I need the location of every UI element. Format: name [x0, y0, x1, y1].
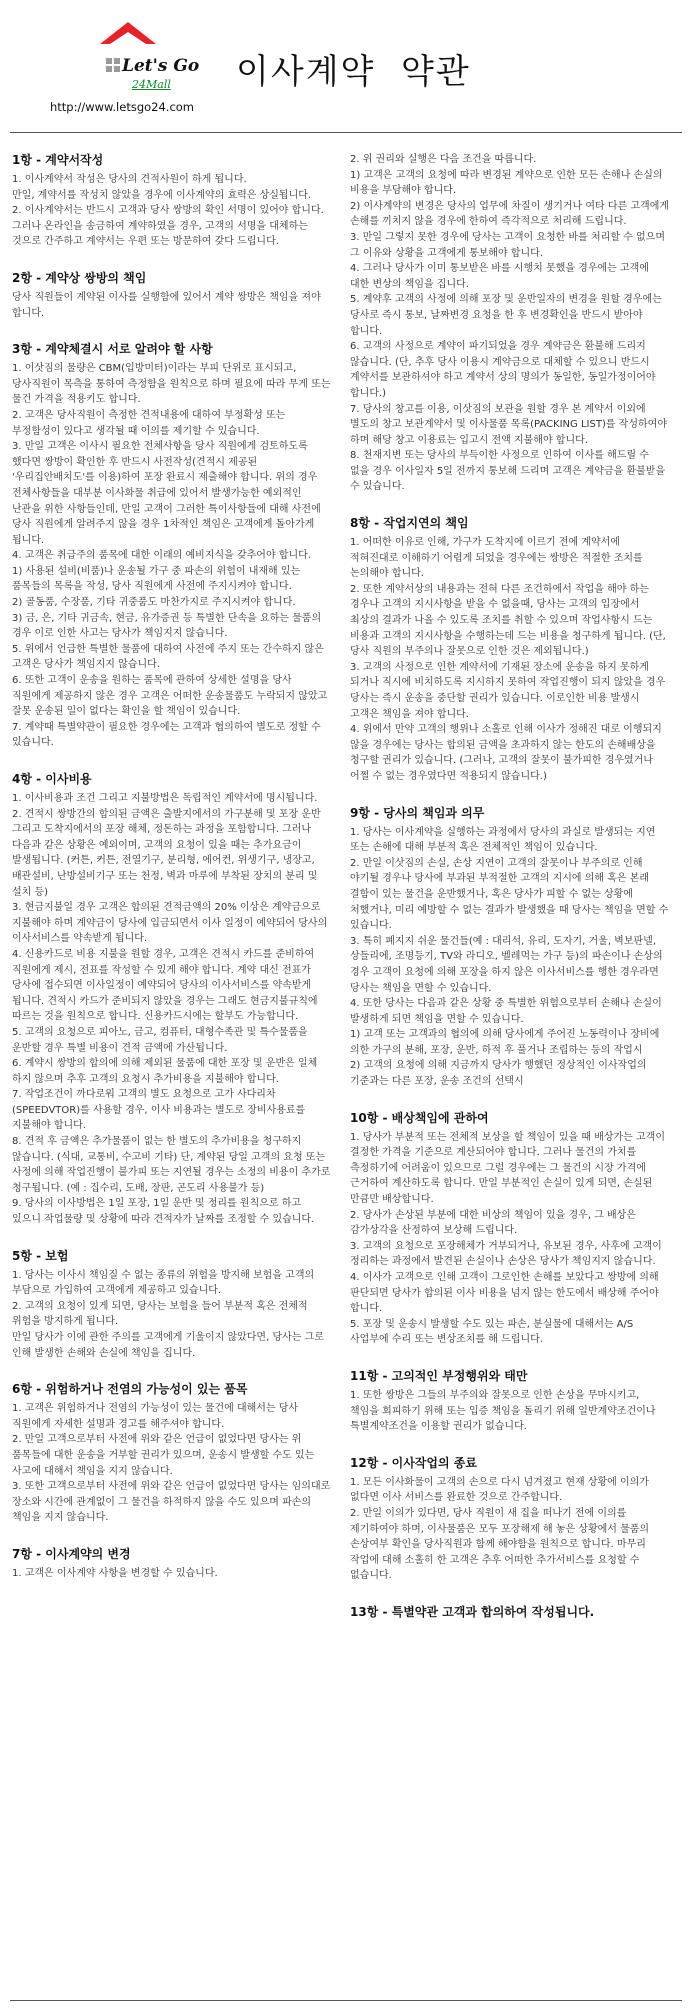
terms-section — [350, 515, 670, 785]
section-heading: 9항 - 당사의 책임과 의무 — [350, 805, 485, 820]
section-paragraph: 2) 골동품, 수장품, 기타 귀중품도 마찬가지로 주지시켜야 합니다. — [12, 597, 296, 609]
section-heading: 10항 - 배상책임에 관하여 — [350, 1110, 489, 1125]
terms-section — [12, 1381, 332, 1526]
section-paragraph: 4. 또한 당사는 다음과 같은 상황 중 특별한 위험으로부터 손해나 손실이 발생하게 되면 책임을 면할 수 있습니다. — [350, 998, 662, 1025]
section-paragraph: 1. 이사계약서 작성은 당사의 견적사원이 하게 됩니다. — [12, 174, 247, 185]
section-paragraph: 1) 고객 또는 고객과의 협의에 의해 당사에게 주어진 노동력이나 장비에 의한 가구의 분해, 포장, 운반, 하적 후 풀거나 조립하는 등의 작업시 — [350, 1029, 660, 1056]
section-paragraph: 1. 당사는 이사시 책임질 수 없는 종류의 위험을 방지해 보험을 고객의 부담으로 가입하여 고객에게 제공하고 있습니다. — [12, 1269, 315, 1297]
page-header — [0, 0, 692, 130]
window-icon — [106, 58, 120, 72]
page-title: 이사계약 약관 — [236, 52, 471, 92]
section-paragraph: 6. 계약시 쌍방의 합의에 의해 제외된 물품에 대한 포장 및 운반은 일체 하지 않으며 추후 고객의 요청시 추가비용을 지불해야 합니다. — [12, 1058, 318, 1085]
section-paragraph: 7. 작업조건이 까다로워 고객의 별도 요청으로 고가 사다리차(SPEEDVTOR)를 사용할 경우, 이사 비용과는 별도로 장비사용료를 지불해야 합니다. — [12, 1089, 306, 1132]
section-paragraph: 2. 또한 계약서상의 내용과는 전혀 다른 조건하에서 작업을 해야 하는 경우나 고객의 지시사항을 받을 수 없을때, 당사는 고객의 입장에서 최상의 결과가 나올 수 있도록 조치를 취할 수 있으며 작업사항시 드는 비용과 고객의 지시사항을 수행하는데 드는 비용을 청구하게 됩니다. (단, 당사 직원의 부주의나 잘못으로 인한 것은 제외됩니다.) — [350, 583, 666, 658]
section-heading: 12항 - 이사작업의 종료 — [350, 1455, 477, 1470]
section-heading: 13항 - 특별약관 고객과 합의하여 작성됩니다. — [350, 1604, 595, 1619]
terms-section — [350, 1604, 670, 1621]
section-paragraph: 2) 고객의 요청에 의해 지금까지 당사가 행했던 정상적인 이사작업의 기준과는 다른 포장, 운송 조건의 선택시 — [350, 1060, 647, 1088]
section-paragraph: 5. 계약후 고객의 사정에 의해 포장 및 운반일자의 변경을 원할 경우에는 당사로 즉시 통보, 날짜변경 요청을 한 후 변경확인을 반드시 받아야 합니다. — [350, 294, 662, 337]
section-paragraph: 1. 고객은 이사계약 사항을 변경할 수 있습니다. — [12, 1567, 218, 1579]
section-paragraph: 1. 이사비용과 조건 그리고 지불방법은 독립적인 계약서에 명시됩니다. — [12, 793, 318, 804]
section-heading: 5항 - 보험 — [12, 1248, 69, 1263]
section-heading: 7항 - 이사계약의 변경 — [12, 1546, 131, 1561]
section-paragraph: 만일 당사가 이에 관한 주의를 고객에게 기울이지 않았다면, 당사는 그로 인해 발생한 손해와 손실에 책임을 집니다. — [12, 1332, 324, 1359]
logo-brand: Let's Go — [122, 56, 200, 76]
terms-section — [350, 805, 670, 1090]
terms-section — [350, 1455, 670, 1584]
section-paragraph: 3. 현금지불일 경우 고객은 합의된 견적금액의 20% 이상은 계약금으로 지불해야 하며 계약금이 당사에 입금되면서 이사 일정이 예약되어 당사의 이사서비스를 약속받게 됩니다. — [12, 902, 328, 945]
section-paragraph: 5. 고객의 요청으로 피아노, 금고, 컴퓨터, 대형수족관 및 특수물품을 운반할 경우 특별 비용이 견적 금액에 가산됩니다. — [12, 1026, 308, 1054]
section-paragraph: 그러나 온라인을 송금하여 계약하였을 경우, 고객의 서명을 대체하는 것으로 간주하고 계약서는 우편 또는 방문하여 갖다 드립니다. — [12, 220, 308, 248]
section-paragraph: 2. 만일 고객으로부터 사전에 위와 같은 언급이 없었다면 당사는 위 품목들에 대한 운송을 거부할 권리가 있으며, 운송시 발생할 수도 있는 사고에 대해서 책임을 지지 않습니다. — [12, 1434, 315, 1477]
section-paragraph: 4. 고객은 취급주의 품목에 대한 이래의 예비지식을 갖추어야 합니다. — [12, 550, 311, 562]
section-paragraph: 1. 이삿짐의 물량은 CBM(입방미터)이라는 부피 단위로 표시되고, 당사직원이 목측을 통하여 측정함을 원칙으로 하며 필요에 따라 무게 또는 물건 가격을 적용키도 합니다. — [12, 363, 331, 406]
section-paragraph: 2) 이사계약의 변경은 당사의 업무에 차질이 생기거나 여타 다른 고객에게 손해를 끼치지 않을 경우에 한하여 즉각적으로 처리해 드립니다. — [350, 200, 670, 228]
section-paragraph: 3. 고객의 사정으로 인한 계약서에 기재된 장소에 운송을 하지 못하게 되거나 직시에 비치하도록 지시하지 못하여 작업진행이 되지 않았을 경우 당사는 즉시 운송을 중단할 권리가 있습니다. 이로인한 비용 발생시 고객은 책임을 져야 합니다. — [350, 661, 666, 720]
section-paragraph: 3. 만일 그렇지 못한 경우에 당사는 고객이 요청한 바를 처리할 수 없으며 그 이유와 상황을 고객에게 통보해야 합니다. — [350, 231, 665, 259]
section-paragraph: 4. 그러나 당사가 이미 통보받은 바를 시행치 못했을 경우에는 고객에 대한 변상의 책임을 집니다. — [350, 263, 649, 290]
terms-section — [12, 1546, 332, 1582]
terms-section — [350, 1368, 670, 1435]
section-paragraph: 1. 당사는 이사계약을 실행하는 과정에서 당사의 과실로 발생되는 지연 또는 손해에 대해 부분적 혹은 전체적인 책임이 있습니다. — [350, 826, 656, 854]
section-paragraph: 7. 당사의 창고를 이용, 이삿짐의 보관을 원할 경우 본 계약서 이외에 별도의 창고 보관계약서 및 이사물품 목록(PACKING LIST)를 작성하여야 하며 해당 창고 이용료는 입고시 전액 지불해야 합니다. — [350, 403, 667, 446]
section-heading: 4항 - 이사비용 — [12, 772, 92, 786]
section-paragraph: 4. 이사가 고객으로 인해 고객이 그로인한 손해를 보았다고 쌍방에 의해 판단되면 당사가 합의된 이사 비용을 넘지 않는 한도에서 배상해 주어야 합니다. — [350, 1272, 659, 1315]
section-paragraph: 3. 만일 고객은 이사시 필요한 전체사항을 당사 직원에게 검토하도록 했다면 쌍방이 확인한 후 반드시 사전작성(견적시 제공된 '우리집안배치도'를 이용)하여 포장 완료시 제출해야 합니다. 위의 경우 전체사항들을 대부분 이사화물 취급에 있어서 발생가능한 예외적인 난관을 위한 사항들인데, 만일 고객이 그러한 특이사항들에 대해 사전에 당사 직원에게 알려주지 않을 경우 1차적인 책임은 고객에게 돌아가게 됩니다. — [12, 441, 321, 546]
section-paragraph: 9. 당사의 이사방법은 1일 포장, 1일 운반 및 정리를 원칙으로 하고 있으니 작업물량 및 상황에 따라 견적자가 날짜를 조정할 수 있습니다. — [12, 1198, 315, 1226]
section-paragraph: 2. 만일 이의가 있다면, 당사 직원이 새 집을 떠나기 전에 이의를 제기하여야 하며, 이사물품은 모두 포장해제 해 놓은 상황에서 물품의 손상여부 확인을 당사직원과 함께 해야함을 원칙으로 합니다. 마무리 작업에 대해 소홀히 한 고객은 추후 어떠한 추가서비스를 요청할 수 없습니다. — [350, 1507, 650, 1582]
section-heading: 6항 - 위험하거나 전염의 가능성이 있는 품목 — [12, 1382, 248, 1397]
terms-column-right — [350, 152, 670, 1641]
section-paragraph: 5. 위에서 언급한 특별한 물품에 대하여 사전에 주지 또는 간수하지 않은 고객은 당사가 책임지지 않습니다. — [12, 643, 324, 671]
section-heading: 2항 - 계약상 쌍방의 책임 — [12, 270, 147, 285]
top-divider — [10, 132, 682, 133]
section-paragraph: 4. 위에서 만약 고객의 행위나 소홀로 인해 이사가 정해진 대로 이행되지 않을 경우에는 당사는 합의된 금액을 초과하지 않는 한도의 손해배상을 청구할 권리가 있습니다. (그러나, 고객의 잘못이 불가피한 경우였거나 어쩔 수 없는 경우였다면 적용되지 않습니다.) — [350, 724, 662, 782]
section-paragraph: 3. 특히 폐지지 쉬운 물건들(예 : 대리석, 유리, 도자기, 거울, 벽보판넬, 상들리에, 조명등기, TV와 라디오, 벨레먹는 가구 등)의 파손이나 손상의 경우 고객이 요청에 의해 포장을 하지 않은 이사서비스를 행한 경우라면 당사는 책임을 면할 수 있습니다. — [350, 935, 663, 994]
section-paragraph: 5. 포장 및 운송시 발생할 수도 있는 파손, 분실물에 대해서는 A/S 사업부에 수리 또는 변상조치를 해 드립니다. — [350, 1318, 634, 1346]
logo-sub: 24Mall — [132, 78, 171, 91]
section-paragraph: 1) 사용된 설비(비품)나 운송될 가구 중 파손의 위험이 내재해 있는 품목들의 목록을 작성, 당사 직원에게 사전에 주지시켜야 합니다. — [12, 565, 301, 593]
section-paragraph: 6. 또한 고객이 운송을 원하는 품목에 관하여 상세한 설명을 당사 직원에게 제공하지 않은 경우 고객은 어떠한 운송물품도 누락되지 않았고 잘못 운송된 일이 없다는 확인을 할 책임이 있습니다. — [12, 675, 328, 718]
section-paragraph: 2. 위 권리와 실행은 다음 조건을 따릅니다. — [350, 154, 537, 165]
section-paragraph: 2. 고객의 요청이 있게 되면, 당사는 보험을 들어 부분적 혹은 전체적 위험을 방지하게 됩니다. — [12, 1300, 308, 1328]
section-paragraph: 1. 고객은 위험하거나 전염의 가능성이 있는 물건에 대해서는 당사 직원에게 자세한 설명과 경고를 해주셔야 합니다. — [12, 1403, 299, 1430]
terms-column-left — [12, 152, 332, 1602]
section-paragraph: 3) 금, 은, 기타 귀금속, 현금, 유가증권 등 특별한 단속을 요하는 물품의 경우 이로 인한 사고는 당사가 책임지지 않습니다. — [12, 612, 322, 640]
section-paragraph: 2. 고객은 당사직원이 측정한 견적내용에 대하여 부정확성 또는 부정함성이 있다고 생각될 때 이의를 제기할 수 있습니다. — [12, 409, 286, 437]
section-paragraph: 3. 또한 고객으로부터 사전에 위와 같은 언급이 없었다면 당사는 임의대로 장소와 시간에 관계없이 그 물건을 하적하지 않을 수도 있으며 파손의 책임을 지지 않습니다. — [12, 1481, 331, 1524]
section-paragraph: 당사 직원들이 계약된 이사를 실행함에 있어서 계약 쌍방은 책임을 져야 합니다. — [12, 291, 321, 319]
section-heading: 11항 - 고의적인 부정행위와 태만 — [350, 1368, 528, 1383]
section-heading: 1항 - 계약서작성 — [12, 153, 104, 167]
section-paragraph: 2. 이사계약서는 반드시 고객과 당사 쌍방의 확인 서명이 있어야 합니다. — [12, 205, 324, 217]
terms-section — [12, 341, 332, 751]
section-paragraph: 1. 어떠한 이유로 인해, 가구가 도착지에 이르기 전에 계약서에 적혀진대로 이해하기 어렵게 되었을 경우에는 쌍방은 적절한 조치를 논의해야 합니다. — [350, 537, 643, 580]
section-paragraph: 2. 만일 이삿짐의 손실, 손상 지연이 고객의 잘못이나 부주의로 인해 야기될 경우나 당사에 부과된 부적절한 고객의 지시에 의해 혹은 본래 결함이 있는 물건을 운반했거나, 혹은 당사가 피할 수 없는 상황에 처했거나, 미리 예방할 수 없는 결과가 발생했을 때 당사는 책임을 면할 수 있습니다. — [350, 857, 669, 932]
section-paragraph: 1. 또한 쌍방은 그들의 부주의와 잘못으로 인한 손상을 무마시키고, 책임을 회피하기 위해 또는 입증 책임을 돌리기 위해 일반계약조건이나 특별계약조건을 이용할 권리가 없습니다. — [350, 1389, 656, 1433]
section-paragraph: 1. 모든 이사화물이 고객의 손으로 다시 넘겨졌고 현재 상황에 이의가 없다면 이사 서비스를 완료한 것으로 간주합니다. — [350, 1476, 649, 1504]
terms-section — [12, 1248, 332, 1362]
section-paragraph: 2. 당사가 손상된 부분에 대한 비상의 책임이 있을 경우, 그 배상은 감가상각을 산정하여 보상해 드립니다. — [350, 1209, 637, 1237]
section-paragraph: 3. 고객의 요청으로 포장해체가 거부되거나, 유보된 경우, 사후에 고객이 정리하는 과정에서 발견된 손실이나 손상은 당사가 책임지지 않습니다. — [350, 1240, 662, 1268]
terms-section — [12, 771, 332, 1228]
section-paragraph: 6. 고객의 사정으로 계약이 파기되었을 경우 계약금은 환불해 드리지 않습니다. (단, 추후 당사 이용시 계약금으로 대체할 수 있으니 반드시 계약서를 보관하셔야 하고 계약서 상의 명의가 동일한, 동일가정이어야 합니다.) — [350, 341, 656, 399]
section-paragraph: 8. 천재지변 또는 당사의 부득이한 사정으로 인하여 이사를 해드릴 수 없을 경우 이사일자 5일 전까지 통보해 드리며 고객은 계약금을 환불받을 수 있습니다. — [350, 450, 666, 493]
terms-section — [12, 152, 332, 250]
section-paragraph: 만일, 계약서를 작성치 않았을 경우에 이사계약의 효력은 상실됩니다. — [12, 189, 312, 201]
terms-section — [12, 270, 332, 321]
terms-section — [350, 1110, 670, 1348]
site-url: http://www.letsgo24.com — [50, 100, 195, 114]
section-heading: 8항 - 작업지연의 책임 — [350, 516, 469, 531]
bottom-divider — [10, 2000, 682, 2001]
section-heading: 3항 - 계약체결시 서로 알려야 할 사항 — [12, 342, 213, 357]
terms-section — [350, 152, 670, 495]
section-paragraph: 2. 견적시 쌍방간의 합의된 금액은 출발지에서의 가구분해 및 포장 운반 그리고 도착지에서의 포장 해체, 정돈하는 과정을 포함합니다. 그러나 다음과 같은 상황은 예외이며, 고객의 요청이 있을 때는 추가요금이 발생됩니다. (커튼, 커튼, 전열기구, 분리형, 에어컨, 위생기구, 냉장고, 배관설비, 난방설비기구 또는 천정, 벽과 마루에 부착된 장치의 분리 및 설치 등) — [12, 808, 321, 898]
section-paragraph: 8. 견적 후 금액은 추가물품이 없는 한 별도의 추가비용을 청구하지 않습니다. (식대, 교통비, 수고비 기타) 단, 계약된 당일 고객의 요청 또는 사정에 의해 작업진행이 불가피 또는 지연될 경우는 소정의 비용이 추가로 청구됩니다. (예 : 집수리, 도배, 장판, 곤도리 사용불가 등) — [12, 1136, 331, 1194]
section-paragraph: 1) 고객은 고객의 요청에 따라 변경된 계약으로 인한 모든 손해나 손실의 비용을 부담해야 합니다. — [350, 169, 663, 197]
section-paragraph: 1. 당사가 부분적 또는 전체적 보상을 할 책임이 있을 때 배상가는 고객이 결정한 가격을 기준으로 계산되어야 합니다. 그러나 물건의 가치를 측정하기에 어려움이 있으므로 그럴 경우에는 그 물건의 시장 가격에 근거하여 계산하도록 합니다. 만일 부분적인 손실이 있게 되면, 손실된 만큼만 배상합니다. — [350, 1131, 665, 1206]
section-paragraph: 4. 신용카드로 비용 지불을 원할 경우, 고객은 견적시 카드를 준비하여 직원에게 제시, 전표를 작성할 수 있게 해야 합니다. 계약 대신 전표가 당사에 접수되면 이사일정이 예약되어 당사의 이사서비스를 약속받게 됩니다. 견적시 카드가 준비되지 않았을 경우는 그래도 현금지불규칙에 따르는 것을 원칙으로 합니다. 신용카드시에는 할부도 가능합니다. — [12, 948, 318, 1023]
section-paragraph: 7. 계약때 특별약관이 필요한 경우에는 고객과 협의하여 별도로 정할 수 있습니다. — [12, 721, 321, 749]
